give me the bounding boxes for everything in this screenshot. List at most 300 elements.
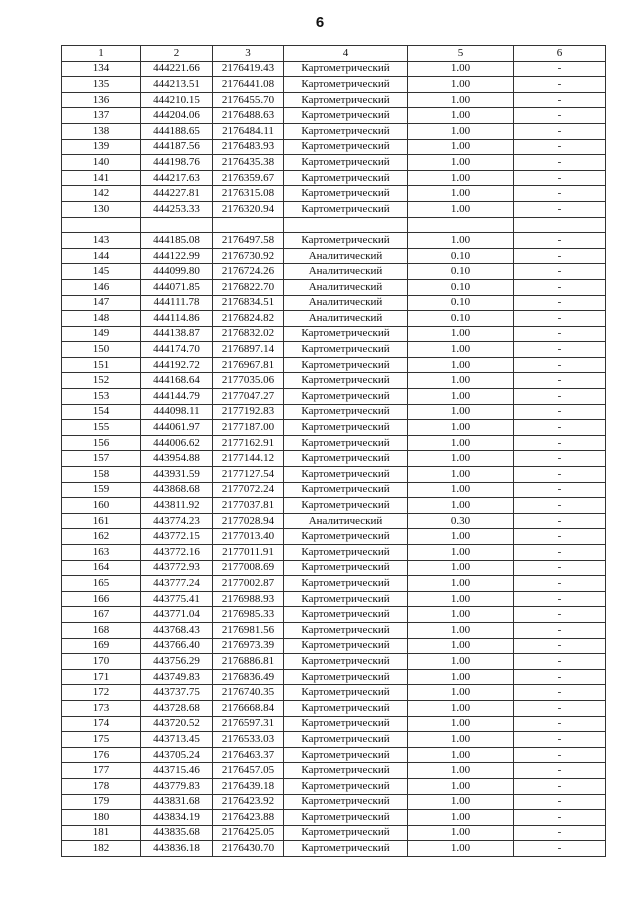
point-number-cell: 148 <box>62 311 141 327</box>
y-coordinate-cell: 2177162.91 <box>213 435 284 451</box>
accuracy-cell: 1.00 <box>408 201 514 217</box>
point-number-cell: 166 <box>62 591 141 607</box>
accuracy-cell: 1.00 <box>408 435 514 451</box>
note-cell: - <box>514 467 606 483</box>
table-row <box>62 217 606 233</box>
method-cell: Картометрический <box>284 638 408 654</box>
table-row <box>62 654 606 670</box>
method-cell: Картометрический <box>284 139 408 155</box>
y-coordinate-cell: 2176724.26 <box>213 264 284 280</box>
point-number-cell: 144 <box>62 248 141 264</box>
table-row <box>62 264 606 280</box>
table-row <box>62 700 606 716</box>
y-coordinate-cell: 2176488.63 <box>213 108 284 124</box>
point-number-cell: 167 <box>62 607 141 623</box>
method-cell: Картометрический <box>284 373 408 389</box>
table-row <box>62 186 606 202</box>
x-coordinate-cell: 443931.59 <box>141 467 213 483</box>
method-cell: Картометрический <box>284 763 408 779</box>
method-cell: Картометрический <box>284 77 408 93</box>
page-number: 6 <box>315 14 325 31</box>
method-cell: Картометрический <box>284 825 408 841</box>
accuracy-cell: 1.00 <box>408 810 514 826</box>
table-row <box>62 778 606 794</box>
y-coordinate-cell: 2176497.58 <box>213 233 284 249</box>
y-coordinate-cell: 2176834.51 <box>213 295 284 311</box>
y-coordinate-cell: 2177008.69 <box>213 560 284 576</box>
table-row <box>62 467 606 483</box>
x-coordinate-cell: 444111.78 <box>141 295 213 311</box>
y-coordinate-cell: 2176973.39 <box>213 638 284 654</box>
note-cell: - <box>514 560 606 576</box>
method-cell: Картометрический <box>284 451 408 467</box>
table-row <box>62 732 606 748</box>
point-number-cell: 158 <box>62 467 141 483</box>
y-coordinate-cell: 2177035.06 <box>213 373 284 389</box>
table-row <box>62 529 606 545</box>
y-coordinate-cell: 2176359.67 <box>213 170 284 186</box>
point-number-cell: 169 <box>62 638 141 654</box>
y-coordinate-cell: 2176668.84 <box>213 700 284 716</box>
x-coordinate-cell: 443779.83 <box>141 778 213 794</box>
x-coordinate-cell: 443768.43 <box>141 622 213 638</box>
note-cell: - <box>514 529 606 545</box>
note-cell: - <box>514 778 606 794</box>
table-row <box>62 389 606 405</box>
y-coordinate-cell: 2177072.24 <box>213 482 284 498</box>
accuracy-cell: 1.00 <box>408 155 514 171</box>
column-header-2: 2 <box>141 46 213 62</box>
point-number-cell: 151 <box>62 357 141 373</box>
note-cell: - <box>514 498 606 514</box>
note-cell: - <box>514 513 606 529</box>
accuracy-cell: 1.00 <box>408 404 514 420</box>
method-cell: Картометрический <box>284 482 408 498</box>
method-cell: Картометрический <box>284 123 408 139</box>
x-coordinate-cell: 443811.92 <box>141 498 213 514</box>
accuracy-cell: 0.10 <box>408 279 514 295</box>
accuracy-cell: 1.00 <box>408 763 514 779</box>
x-coordinate-cell: 444071.85 <box>141 279 213 295</box>
y-coordinate-cell: 2176897.14 <box>213 342 284 358</box>
x-coordinate-cell: 443831.68 <box>141 794 213 810</box>
x-coordinate-cell: 443772.16 <box>141 545 213 561</box>
table-row <box>62 155 606 171</box>
y-coordinate-cell: 2176315.08 <box>213 186 284 202</box>
note-cell: - <box>514 607 606 623</box>
y-coordinate-cell: 2176463.37 <box>213 747 284 763</box>
point-number-cell: 165 <box>62 576 141 592</box>
y-coordinate-cell: 2176484.11 <box>213 123 284 139</box>
method-cell: Картометрический <box>284 420 408 436</box>
note-cell: - <box>514 389 606 405</box>
point-number-cell: 181 <box>62 825 141 841</box>
table-row <box>62 841 606 857</box>
note-cell: - <box>514 482 606 498</box>
table-row <box>62 685 606 701</box>
accuracy-cell: 1.00 <box>408 170 514 186</box>
x-coordinate-cell: 443835.68 <box>141 825 213 841</box>
accuracy-cell: 1.00 <box>408 373 514 389</box>
note-cell: - <box>514 279 606 295</box>
point-number-cell: 171 <box>62 669 141 685</box>
accuracy-cell: 1.00 <box>408 389 514 405</box>
table-header-row <box>62 46 606 62</box>
point-number-cell: 155 <box>62 420 141 436</box>
table-row <box>62 201 606 217</box>
note-cell: - <box>514 342 606 358</box>
y-coordinate-cell: 2176886.81 <box>213 654 284 670</box>
column-header-6: 6 <box>514 46 606 62</box>
table-row <box>62 482 606 498</box>
note-cell: - <box>514 841 606 857</box>
point-number-cell: 173 <box>62 700 141 716</box>
note-cell: - <box>514 825 606 841</box>
method-cell: Картометрический <box>284 560 408 576</box>
note-cell: - <box>514 545 606 561</box>
note-cell: - <box>514 576 606 592</box>
note-cell: - <box>514 357 606 373</box>
method-cell: Аналитический <box>284 264 408 280</box>
point-number-cell: 138 <box>62 123 141 139</box>
note-cell: - <box>514 123 606 139</box>
table-row <box>62 77 606 93</box>
method-cell: Картометрический <box>284 201 408 217</box>
accuracy-cell: 1.00 <box>408 529 514 545</box>
y-coordinate-cell: 2176423.92 <box>213 794 284 810</box>
x-coordinate-cell: 443713.45 <box>141 732 213 748</box>
accuracy-cell: 1.00 <box>408 357 514 373</box>
y-coordinate-cell: 2176533.03 <box>213 732 284 748</box>
note-cell: - <box>514 61 606 77</box>
table-body <box>62 61 606 856</box>
point-number-cell: 156 <box>62 435 141 451</box>
point-number-cell: 141 <box>62 170 141 186</box>
note-cell: - <box>514 716 606 732</box>
accuracy-cell: 1.00 <box>408 233 514 249</box>
note-cell: - <box>514 295 606 311</box>
x-coordinate-cell: 443766.40 <box>141 638 213 654</box>
table-row <box>62 716 606 732</box>
accuracy-cell: 1.00 <box>408 560 514 576</box>
point-number-cell: 161 <box>62 513 141 529</box>
column-header-1: 1 <box>62 46 141 62</box>
x-coordinate-cell: 444122.99 <box>141 248 213 264</box>
point-number-cell: 139 <box>62 139 141 155</box>
point-number-cell: 149 <box>62 326 141 342</box>
note-cell: - <box>514 404 606 420</box>
column-header-4: 4 <box>284 46 408 62</box>
method-cell: Картометрический <box>284 498 408 514</box>
table-row <box>62 373 606 389</box>
table-row <box>62 420 606 436</box>
y-coordinate-cell: 2176423.88 <box>213 810 284 826</box>
table-row <box>62 233 606 249</box>
note-cell: - <box>514 669 606 685</box>
table-row <box>62 139 606 155</box>
point-number-cell: 160 <box>62 498 141 514</box>
method-cell: Картометрический <box>284 810 408 826</box>
point-number-cell: 136 <box>62 92 141 108</box>
point-number-cell: 135 <box>62 77 141 93</box>
table-row <box>62 607 606 623</box>
note-cell: - <box>514 654 606 670</box>
note-cell: - <box>514 638 606 654</box>
y-coordinate-cell: 2176824.82 <box>213 311 284 327</box>
accuracy-cell: 1.00 <box>408 545 514 561</box>
accuracy-cell: 1.00 <box>408 326 514 342</box>
method-cell: Картометрический <box>284 591 408 607</box>
note-cell: - <box>514 700 606 716</box>
table-row <box>62 545 606 561</box>
note-cell: - <box>514 435 606 451</box>
y-coordinate-cell: 2176967.81 <box>213 357 284 373</box>
method-cell: Картометрический <box>284 732 408 748</box>
table-row <box>62 326 606 342</box>
note-cell: - <box>514 139 606 155</box>
note-cell: - <box>514 420 606 436</box>
point-number-cell: 179 <box>62 794 141 810</box>
x-coordinate-cell: 444168.64 <box>141 373 213 389</box>
accuracy-cell: 1.00 <box>408 638 514 654</box>
table-row <box>62 825 606 841</box>
x-coordinate-cell: 444253.33 <box>141 201 213 217</box>
x-coordinate-cell: 443775.41 <box>141 591 213 607</box>
note-cell: - <box>514 77 606 93</box>
accuracy-cell: 1.00 <box>408 622 514 638</box>
method-cell: Картометрический <box>284 841 408 857</box>
method-cell: Картометрический <box>284 342 408 358</box>
x-coordinate-cell: 443728.68 <box>141 700 213 716</box>
x-coordinate-cell: 444187.56 <box>141 139 213 155</box>
x-coordinate-cell: 443737.75 <box>141 685 213 701</box>
method-cell: Картометрический <box>284 233 408 249</box>
accuracy-cell: 1.00 <box>408 92 514 108</box>
accuracy-cell: 0.10 <box>408 248 514 264</box>
x-coordinate-cell: 444227.81 <box>141 186 213 202</box>
table-row <box>62 435 606 451</box>
x-coordinate-cell: 444098.11 <box>141 404 213 420</box>
table-row <box>62 123 606 139</box>
method-cell: Картометрический <box>284 654 408 670</box>
point-number-cell: 182 <box>62 841 141 857</box>
y-coordinate-cell: 2176441.08 <box>213 77 284 93</box>
accuracy-cell: 1.00 <box>408 61 514 77</box>
x-coordinate-cell: 444192.72 <box>141 357 213 373</box>
point-number-cell: 150 <box>62 342 141 358</box>
method-cell: Аналитический <box>284 295 408 311</box>
note-cell: - <box>514 264 606 280</box>
x-coordinate-cell: 443774.23 <box>141 513 213 529</box>
x-coordinate-cell: 444174.70 <box>141 342 213 358</box>
y-coordinate-cell: 2176985.33 <box>213 607 284 623</box>
y-coordinate-cell: 2177192.83 <box>213 404 284 420</box>
table-row <box>62 810 606 826</box>
y-coordinate-cell: 2177047.27 <box>213 389 284 405</box>
method-cell: Картометрический <box>284 155 408 171</box>
x-coordinate-cell: 443954.88 <box>141 451 213 467</box>
point-number-cell: 130 <box>62 201 141 217</box>
x-coordinate-cell: 443756.29 <box>141 654 213 670</box>
x-coordinate-cell: 444185.08 <box>141 233 213 249</box>
point-number-cell: 174 <box>62 716 141 732</box>
accuracy-cell: 1.00 <box>408 591 514 607</box>
note-cell: - <box>514 92 606 108</box>
y-coordinate-cell: 2176988.93 <box>213 591 284 607</box>
point-number-cell: 159 <box>62 482 141 498</box>
table-row <box>62 638 606 654</box>
point-number-cell: 176 <box>62 747 141 763</box>
accuracy-cell: 1.00 <box>408 123 514 139</box>
point-number-cell: 154 <box>62 404 141 420</box>
x-coordinate-cell: 443777.24 <box>141 576 213 592</box>
x-coordinate-cell: 444061.97 <box>141 420 213 436</box>
point-number-cell: 142 <box>62 186 141 202</box>
table-row <box>62 248 606 264</box>
table-row <box>62 513 606 529</box>
point-number-cell: 143 <box>62 233 141 249</box>
method-cell: Картометрический <box>284 778 408 794</box>
note-cell: - <box>514 622 606 638</box>
method-cell: Картометрический <box>284 170 408 186</box>
accuracy-cell: 1.00 <box>408 654 514 670</box>
y-coordinate-cell: 2177144.12 <box>213 451 284 467</box>
y-coordinate-cell: 2176419.43 <box>213 61 284 77</box>
note-cell: - <box>514 248 606 264</box>
accuracy-cell: 1.00 <box>408 825 514 841</box>
method-cell: Аналитический <box>284 513 408 529</box>
x-coordinate-cell: 444006.62 <box>141 435 213 451</box>
point-number-cell: 153 <box>62 389 141 405</box>
method-cell: Аналитический <box>284 311 408 327</box>
accuracy-cell: 1.00 <box>408 700 514 716</box>
method-cell: Картометрический <box>284 669 408 685</box>
x-coordinate-cell: 443772.93 <box>141 560 213 576</box>
x-coordinate-cell: 444099.80 <box>141 264 213 280</box>
method-cell: Картометрический <box>284 186 408 202</box>
method-cell: Картометрический <box>284 357 408 373</box>
method-cell: Картометрический <box>284 529 408 545</box>
y-coordinate-cell: 2176455.70 <box>213 92 284 108</box>
method-cell: Картометрический <box>284 92 408 108</box>
accuracy-cell: 1.00 <box>408 482 514 498</box>
method-cell: Картометрический <box>284 685 408 701</box>
point-number-cell: 137 <box>62 108 141 124</box>
x-coordinate-cell: 443868.68 <box>141 482 213 498</box>
point-number-cell: 147 <box>62 295 141 311</box>
x-coordinate-cell: 444138.87 <box>141 326 213 342</box>
note-cell: - <box>514 685 606 701</box>
x-coordinate-cell: 444210.15 <box>141 92 213 108</box>
table-row <box>62 92 606 108</box>
point-number-cell: 152 <box>62 373 141 389</box>
point-number-cell: 180 <box>62 810 141 826</box>
point-number-cell: 168 <box>62 622 141 638</box>
point-number-cell: 157 <box>62 451 141 467</box>
accuracy-cell: 0.10 <box>408 295 514 311</box>
x-coordinate-cell: 443772.15 <box>141 529 213 545</box>
y-coordinate-cell: 2176430.70 <box>213 841 284 857</box>
method-cell: Картометрический <box>284 700 408 716</box>
method-cell: Картометрический <box>284 747 408 763</box>
point-number-cell: 178 <box>62 778 141 794</box>
accuracy-cell: 1.00 <box>408 669 514 685</box>
coordinates-table <box>61 45 606 857</box>
method-cell: Картометрический <box>284 576 408 592</box>
y-coordinate-cell: 2176483.93 <box>213 139 284 155</box>
x-coordinate-cell: 443834.19 <box>141 810 213 826</box>
note-cell: - <box>514 451 606 467</box>
x-coordinate-cell: 443771.04 <box>141 607 213 623</box>
table-row <box>62 342 606 358</box>
table-row <box>62 61 606 77</box>
accuracy-cell: 1.00 <box>408 607 514 623</box>
x-coordinate-cell: 444221.66 <box>141 61 213 77</box>
point-number-cell: 175 <box>62 732 141 748</box>
method-cell: Картометрический <box>284 108 408 124</box>
table-row <box>62 451 606 467</box>
note-cell: - <box>514 326 606 342</box>
accuracy-cell: 1.00 <box>408 841 514 857</box>
method-cell: Картометрический <box>284 435 408 451</box>
accuracy-cell: 0.30 <box>408 513 514 529</box>
point-number-cell: 163 <box>62 545 141 561</box>
note-cell: - <box>514 747 606 763</box>
point-number-cell: 134 <box>62 61 141 77</box>
method-cell: Картометрический <box>284 622 408 638</box>
note-cell: - <box>514 155 606 171</box>
method-cell: Картометрический <box>284 716 408 732</box>
method-cell: Аналитический <box>284 248 408 264</box>
method-cell: Картометрический <box>284 61 408 77</box>
x-coordinate-cell: 443836.18 <box>141 841 213 857</box>
table-row <box>62 794 606 810</box>
point-number-cell: 145 <box>62 264 141 280</box>
y-coordinate-cell: 2177002.87 <box>213 576 284 592</box>
accuracy-cell: 1.00 <box>408 139 514 155</box>
x-coordinate-cell: 444204.06 <box>141 108 213 124</box>
y-coordinate-cell: 2176832.02 <box>213 326 284 342</box>
note-cell: - <box>514 794 606 810</box>
point-number-cell: 164 <box>62 560 141 576</box>
method-cell: Картометрический <box>284 326 408 342</box>
accuracy-cell: 1.00 <box>408 342 514 358</box>
x-coordinate-cell: 444188.65 <box>141 123 213 139</box>
note-cell: - <box>514 233 606 249</box>
table-row <box>62 357 606 373</box>
x-coordinate-cell: 444144.79 <box>141 389 213 405</box>
table-row <box>62 311 606 327</box>
accuracy-cell: 0.10 <box>408 264 514 280</box>
x-coordinate-cell: 444198.76 <box>141 155 213 171</box>
accuracy-cell: 1.00 <box>408 186 514 202</box>
method-cell: Картометрический <box>284 545 408 561</box>
note-cell: - <box>514 591 606 607</box>
y-coordinate-cell: 2177037.81 <box>213 498 284 514</box>
point-number-cell <box>62 217 141 233</box>
point-number-cell: 140 <box>62 155 141 171</box>
y-coordinate-cell: 2176439.18 <box>213 778 284 794</box>
accuracy-cell <box>408 217 514 233</box>
note-cell: - <box>514 108 606 124</box>
note-cell: - <box>514 186 606 202</box>
point-number-cell: 172 <box>62 685 141 701</box>
accuracy-cell: 1.00 <box>408 498 514 514</box>
point-number-cell: 162 <box>62 529 141 545</box>
note-cell: - <box>514 201 606 217</box>
accuracy-cell: 0.10 <box>408 311 514 327</box>
column-header-5: 5 <box>408 46 514 62</box>
